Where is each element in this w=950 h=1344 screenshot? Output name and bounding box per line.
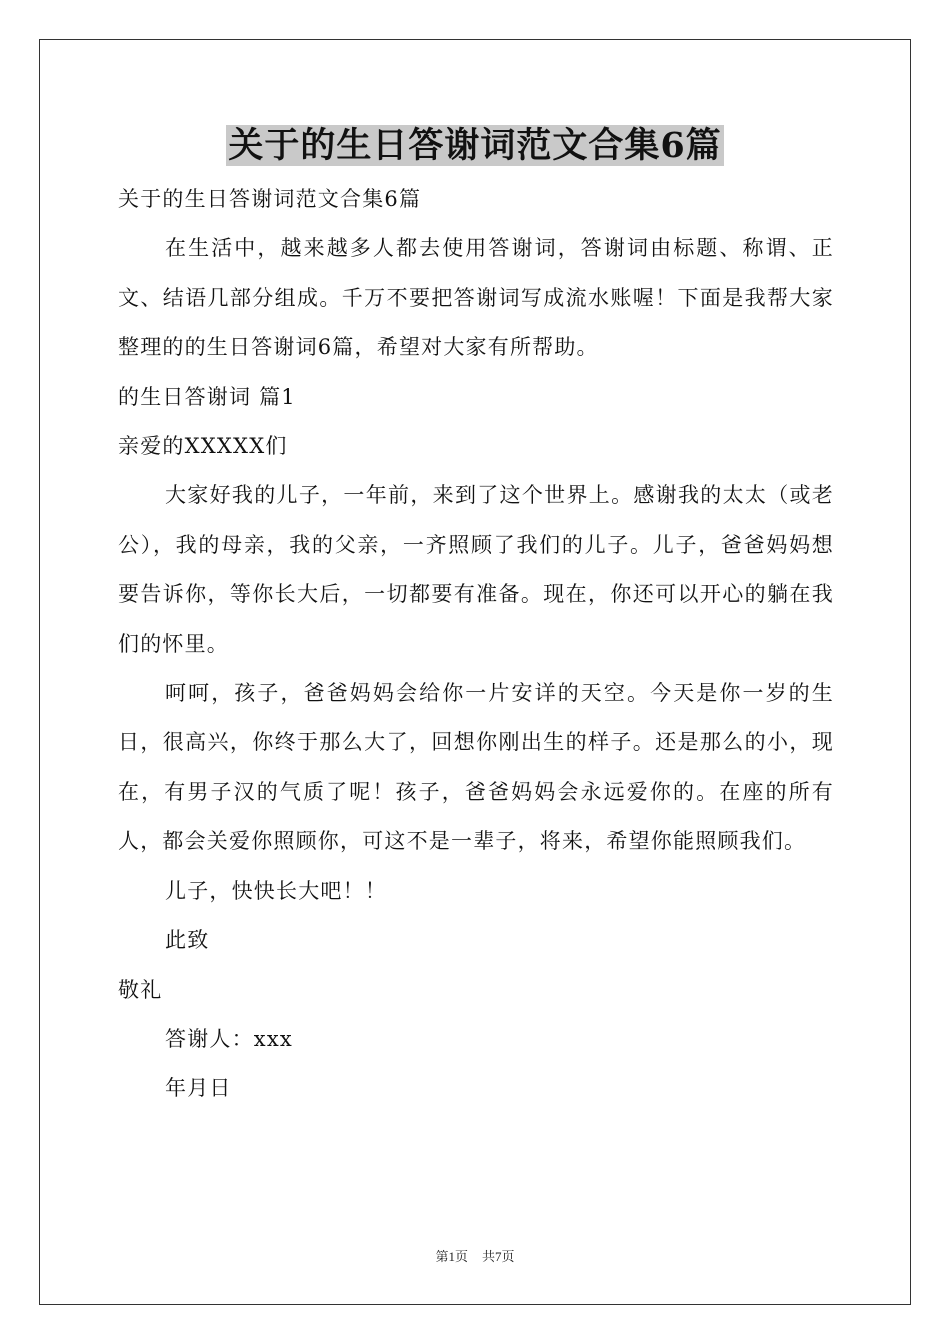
document-body [118,175,834,1114]
signature: 答谢人：xxx [165,1026,293,1051]
closing-cizhi: 此致 [165,928,210,953]
page-total: 共7页 [482,1249,515,1264]
paragraph-subtitle: 关于的生日答谢词范文合集6篇 [118,187,422,211]
paragraph-body-2: 呵呵，孩子，爸爸妈妈会给你一片安详的天空。今天是你一岁的生日，很高兴，你终于那么大了，回想你刚出生的样子。还是那么的小，现在，有男子汉的气质了呢！孩子，爸爸妈妈会永远爱你的。在座的所有人，都会关爱你照顾你，可这不是一辈子，将来，希望你能照顾我们。 [118,681,834,854]
paragraph-intro: 在生活中，越来越多人都去使用答谢词，答谢词由标题、称谓、正文、结语几部分组成。千万不要把答谢词写成流水账喔！下面是我帮大家整理的的生日答谢词6篇，希望对大家有所帮助。 [118,236,834,360]
document-title-text: 关于的生日答谢词范文合集6篇 [228,125,722,166]
date-line: 年月日 [165,1076,232,1101]
salutation: 亲爱的XXXXX们 [118,434,288,459]
section-heading: 的生日答谢词 篇1 [118,384,296,409]
paragraph-body-3: 儿子，快快长大吧！！ [165,878,387,903]
page-number: 第1页 [435,1249,468,1264]
paragraph-body-1: 大家好我的儿子，一年前，来到了这个世界上。感谢我的太太（或老公），我的母亲，我的父亲，一齐照顾了我们的儿子。儿子，爸爸妈妈想要告诉你，等你长大后，一切都要有准备。现在，你还可以开心的躺在我们的怀里。 [118,483,834,656]
page-footer [0,1247,950,1267]
closing-jingli: 敬礼 [118,977,163,1002]
document-title [0,122,950,170]
